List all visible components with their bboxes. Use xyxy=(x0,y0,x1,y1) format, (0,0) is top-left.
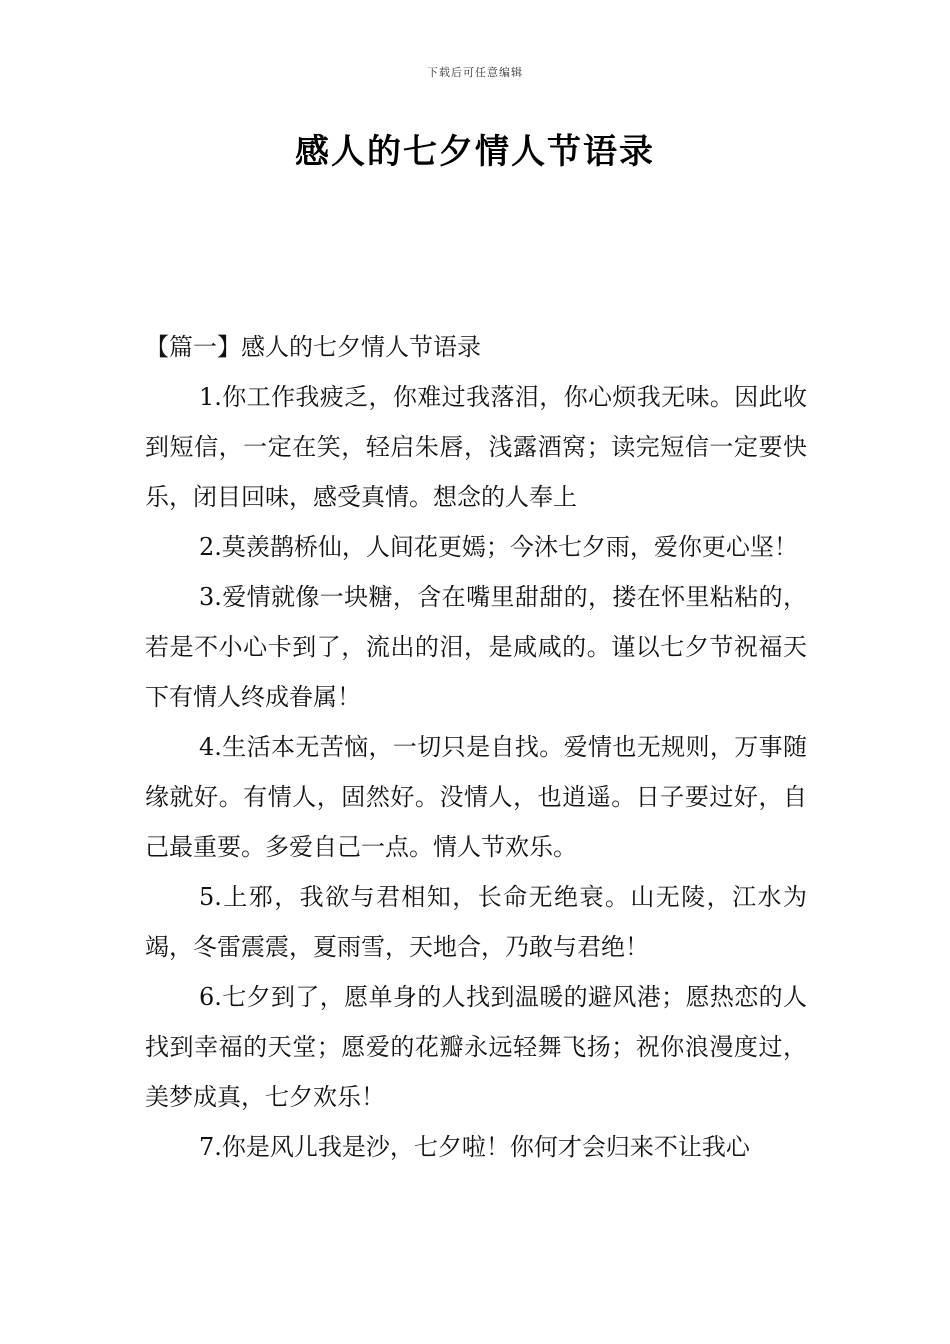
paragraph-4: 4.生活本无苦恼，一切只是自找。爱情也无规则，万事随缘就好。有情人，固然好。没情人，也逍遥。日子要过好，自己最重要。多爱自己一点。情人节欢乐。 xyxy=(145,733,807,861)
document-body xyxy=(145,322,807,1172)
paragraph-3: 3.爱情就像一块糖，含在嘴里甜甜的，搂在怀里粘粘的，若是不小心卡到了，流出的泪，是咸咸的。谨以七夕节祝福天下有情人终成眷属！ xyxy=(145,583,807,711)
page-title: 感人的七夕情人节语录 xyxy=(295,132,655,172)
paragraph-1: 1.你工作我疲乏，你难过我落泪，你心烦我无味。因此收到短信，一定在笑，轻启朱唇，浅露酒窝；读完短信一定要快乐，闭目回味，感受真情。想念的人奉上 xyxy=(145,383,807,511)
header-note: 下载后可任意编辑 xyxy=(427,66,523,79)
section-heading: 【篇一】感人的七夕情人节语录 xyxy=(145,333,481,361)
paragraph-2: 2.莫羡鹊桥仙，人间花更嫣；今沐七夕雨，爱你更心坚！ xyxy=(199,533,798,561)
paragraph-6: 6.七夕到了，愿单身的人找到温暖的避风港；愿热恋的人找到幸福的天堂；愿爱的花瓣永远轻舞飞扬；祝你浪漫度过，美梦成真，七夕欢乐！ xyxy=(145,983,807,1111)
paragraph-5: 5.上邪，我欲与君相知，长命无绝衰。山无陵，江水为竭，冬雷震震，夏雨雪，天地合，乃敢与君绝！ xyxy=(145,883,807,961)
paragraph-7: 7.你是风儿我是沙，七夕啦！你何才会归来不让我心 xyxy=(199,1133,750,1161)
